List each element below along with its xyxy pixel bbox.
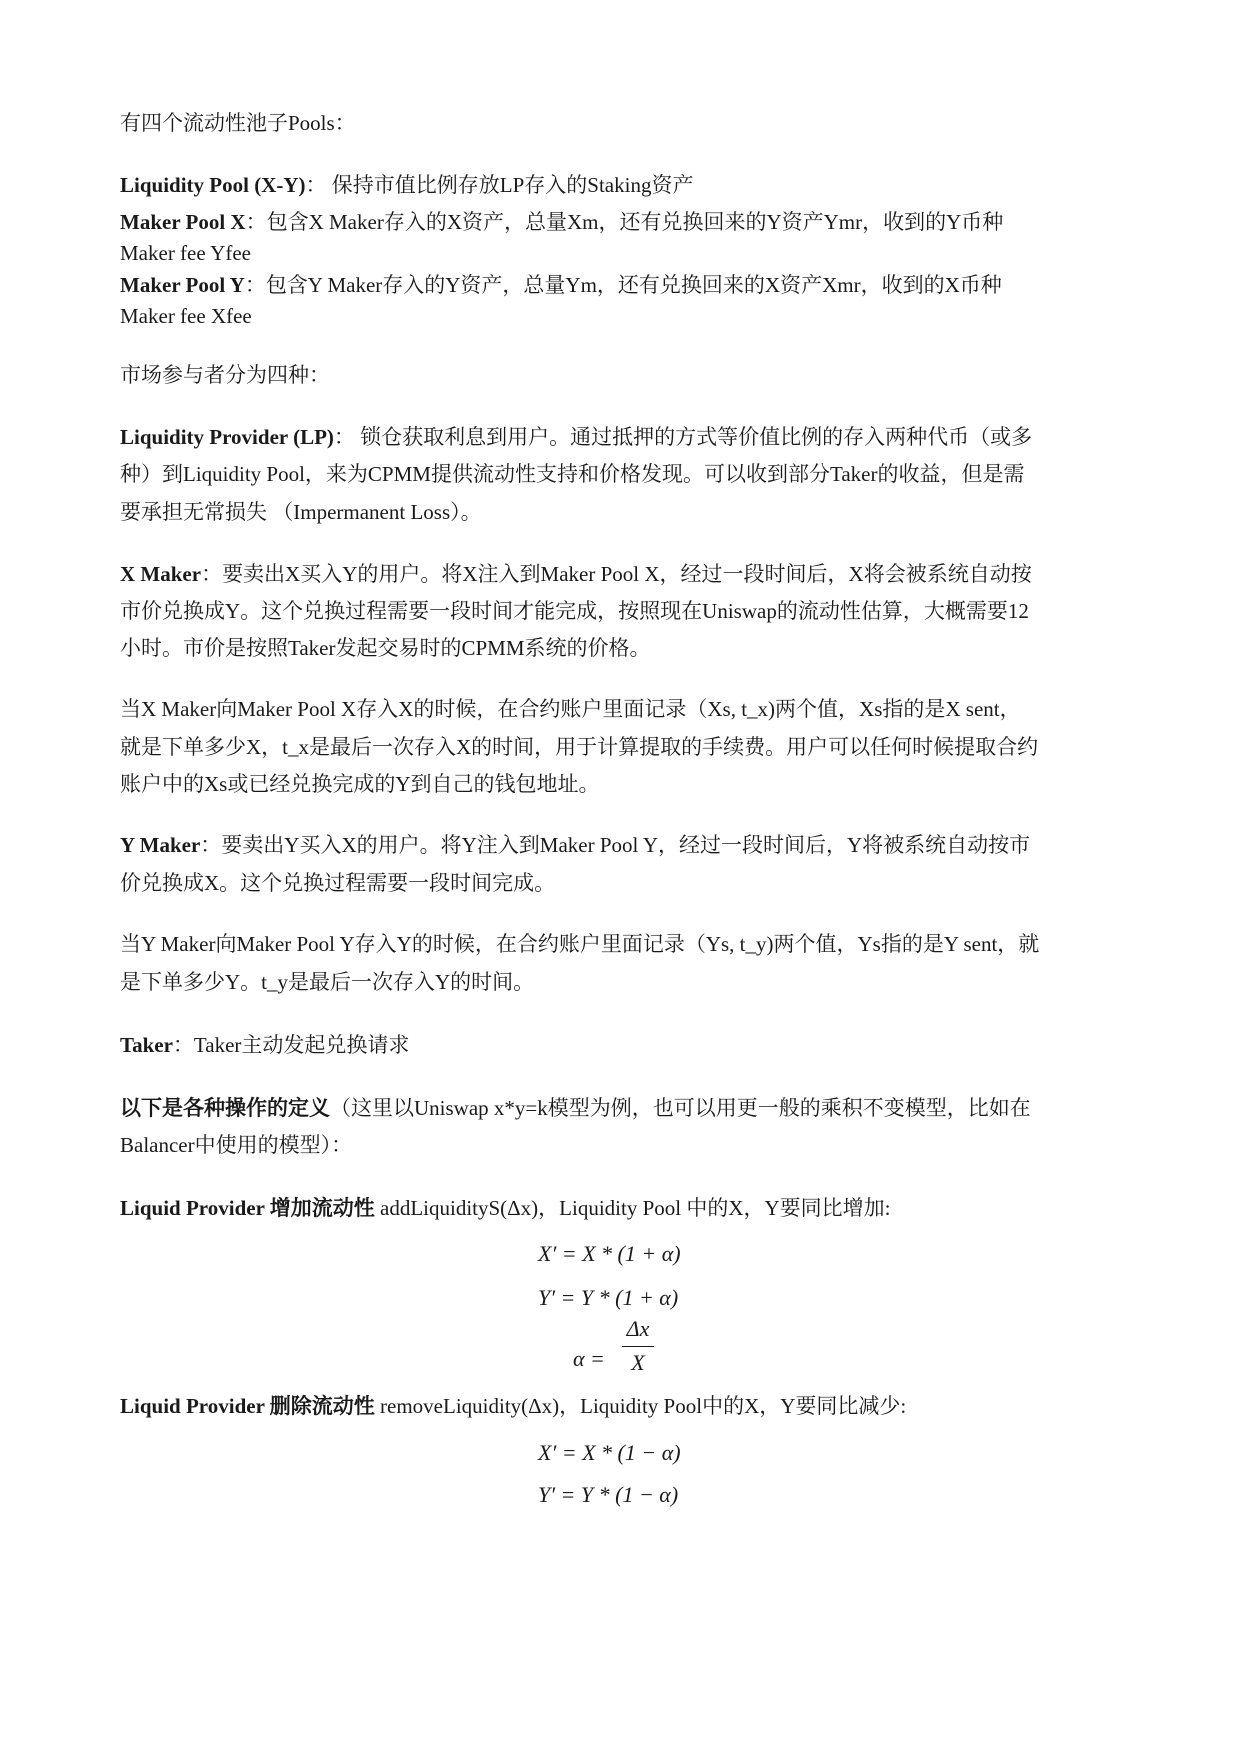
participants-intro: 市场参与者分为四种： (120, 363, 330, 387)
alpha-denominator: X (631, 1350, 645, 1375)
taker-def: Taker：Taker主动发起兑换请求 (120, 1033, 410, 1057)
x-maker-detail-line3: 账户中的Xs或已经兑换完成的Y到自己的钱包地址。 (120, 772, 600, 796)
x-maker-detail-line1: 当X Maker向Maker Pool X存入X的时候，在合约账户里面记录（Xs, t_x)两个值，Xs指的是X sent， (120, 697, 1021, 721)
maker-pool-y-def-cont: Maker fee Xfee (120, 304, 252, 328)
add-eq-y: Y′ = Y * (1 + α) (538, 1285, 679, 1310)
term-label: Liquidity Pool (X-Y) (120, 173, 306, 197)
remove-eq-y: Y′ = Y * (1 − α) (538, 1482, 679, 1507)
ops-intro: 以下是各种操作的定义（这里以Uniswap x*y=k模型为例，也可以用更一般的乘积不变模型，比如在 (120, 1096, 1031, 1120)
liquidity-pool-def: Liquidity Pool (X-Y)： 保持市值比例存放LP存入的Staking资产 (120, 173, 694, 197)
term-label: Y Maker (120, 833, 201, 857)
y-maker-detail-line2: 是下单多少Y。t_y是最后一次存入Y的时间。 (120, 970, 535, 994)
x-maker-def-line2: 市价兑换成Y。这个兑换过程需要一段时间才能完成，按照现在Uniswap的流动性估算，大概需要12 (120, 599, 1029, 623)
alpha-label: α = (573, 1346, 605, 1371)
op-label: Liquid Provider 删除流动性 (120, 1394, 375, 1418)
term-label: Taker (120, 1033, 173, 1057)
lp-def-line3: 要承担无常损失 （Impermanent Loss）。 (120, 500, 482, 524)
x-maker-def: X Maker：要卖出X买入Y的用户。将X注入到Maker Pool X，经过一段时间后，X将会被系统自动按 (120, 562, 1032, 586)
lp-def: Liquidity Provider (LP)： 锁仓获取利息到用户。通过抵押的方式等价值比例的存入两种代币（或多 (120, 425, 1033, 449)
maker-pool-x-def-cont: Maker fee Yfee (120, 241, 251, 265)
add-liquidity-def: Liquid Provider 增加流动性 addLiquidityS(Δx)，Liquidity Pool 中的X，Y要同比增加: (120, 1196, 891, 1220)
lp-def-line2: 种）到Liquidity Pool，来为CPMM提供流动性支持和价格发现。可以收到部分Taker的收益，但是需 (120, 462, 1025, 486)
y-maker-detail-line1: 当Y Maker向Maker Pool Y存入Y的时候，在合约账户里面记录（Ys, t_y)两个值，Ys指的是Y sent，就 (120, 932, 1040, 956)
ops-intro-heading: 以下是各种操作的定义 (120, 1096, 330, 1120)
term-label: Maker Pool X (120, 210, 246, 234)
fraction-bar (622, 1346, 654, 1347)
remove-liquidity-def: Liquid Provider 删除流动性 removeLiquidity(Δx)，Liquidity Pool中的X，Y要同比减少: (120, 1394, 907, 1418)
y-maker-def: Y Maker：要卖出Y买入X的用户。将Y注入到Maker Pool Y，经过一段时间后，Y将被系统自动按市 (120, 833, 1031, 857)
alpha-numerator: Δx (626, 1316, 650, 1341)
y-maker-def-line2: 价兑换成X。这个兑换过程需要一段时间完成。 (120, 871, 556, 895)
maker-pool-y-def: Maker Pool Y：包含Y Maker存入的Y资产，总量Ym，还有兑换回来的X资产Xmr，收到的X币种 (120, 273, 1002, 297)
x-maker-def-line3: 小时。市价是按照Taker发起交易时的CPMM系统的价格。 (120, 636, 651, 660)
term-label: X Maker (120, 562, 202, 586)
term-label: Liquidity Provider (LP) (120, 425, 334, 449)
remove-eq-x: X′ = X * (1 − α) (538, 1440, 681, 1465)
op-label: Liquid Provider 增加流动性 (120, 1196, 375, 1220)
pools-intro: 有四个流动性池子Pools： (120, 111, 356, 135)
add-eq-x: X′ = X * (1 + α) (538, 1241, 681, 1266)
maker-pool-x-def: Maker Pool X：包含X Maker存入的X资产，总量Xm，还有兑换回来的Y资产Ymr，收到的Y币种 (120, 210, 1004, 234)
ops-intro-line2: Balancer中使用的模型）： (120, 1133, 353, 1157)
x-maker-detail-line2: 就是下单多少X，t_x是最后一次存入X的时间，用于计算提取的手续费。用户可以任何时候提取合约 (120, 735, 1039, 759)
term-label: Maker Pool Y (120, 273, 245, 297)
